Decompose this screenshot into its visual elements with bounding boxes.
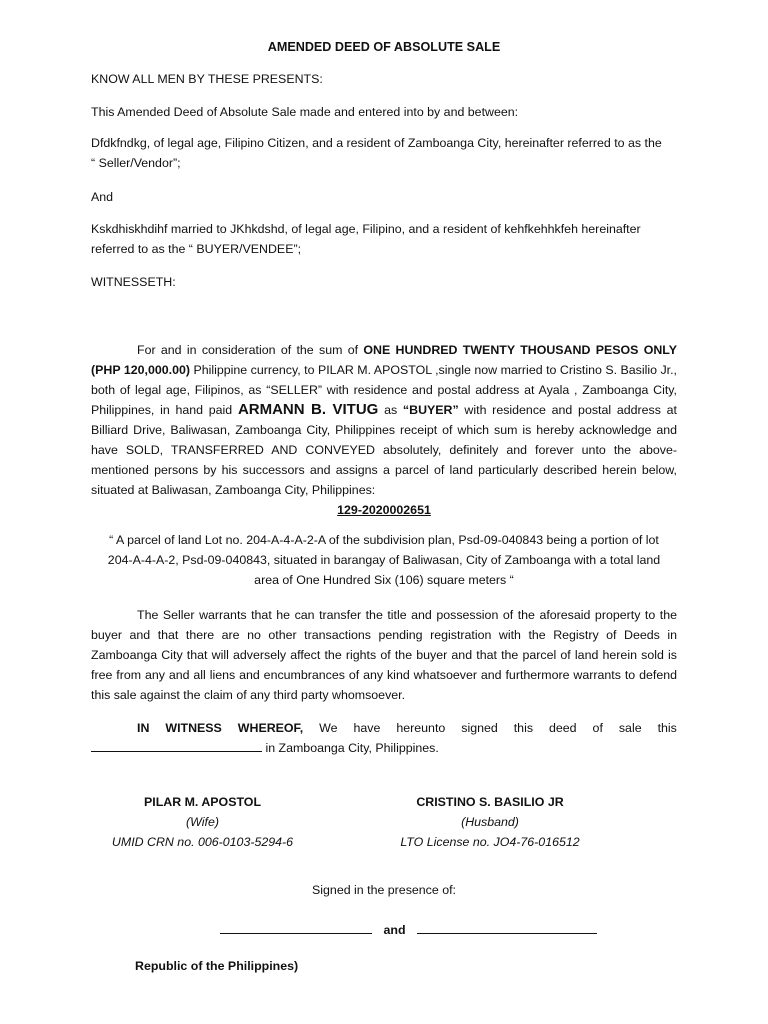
buyer-name: ARMANN B. VITUG: [237, 401, 379, 418]
parcel-line-1: “ A parcel of land Lot no. 204-A-4-A-2-A of the subdivision plan, Psd-09-040843 being a portion of lot: [109, 533, 659, 547]
parcel-description: [91, 530, 677, 590]
witness-signature-lines: [220, 920, 600, 940]
consideration-paragraph: [91, 340, 677, 500]
title-number: 129-2020002651: [337, 503, 431, 517]
witness-word: signed: [461, 721, 498, 735]
witness-word: sale: [618, 721, 642, 735]
seller-line-2: “ Seller/Vendor”;: [91, 156, 181, 170]
witness-word: of: [592, 721, 603, 735]
witness-blank-2: [417, 921, 597, 934]
consideration-text-1: For and in consideration of the sum of: [137, 343, 364, 357]
witness-line-1: [91, 718, 677, 738]
witness-word: deed: [549, 721, 577, 735]
witness-word: this: [657, 721, 677, 735]
parcel-line-2: 204-A-4-A-2, Psd-09-040843, situated in barangay of Baliwasan, City of Zamboanga with a total land: [107, 553, 661, 567]
seller-paragraph: [91, 133, 677, 173]
amount-in-words: ONE HUNDRED TWENTY THOUSAND PESOS ONLY (PHP 120,000.00): [91, 343, 677, 377]
know-all-men: KNOW ALL MEN BY THESE PRESENTS:: [91, 72, 323, 86]
witness-place: in Zamboanga City, Philippines.: [262, 741, 439, 755]
signatory-name: PILAR M. APOSTOL: [143, 795, 262, 809]
witness-word: We: [319, 721, 338, 735]
buyer-line-2: referred to as the “ BUYER/VENDEE”;: [91, 242, 302, 256]
date-blank: [91, 739, 262, 752]
presence-heading: Signed in the presence of:: [312, 883, 456, 897]
signatory-id: UMID CRN no. 006-0103-5294-6: [111, 835, 294, 849]
witness-word: WITNESS: [165, 721, 222, 735]
signatory-name: CRISTINO S. BASILIO JR: [416, 795, 564, 809]
witness-word: IN: [137, 721, 150, 735]
intro-paragraph: This Amended Deed of Absolute Sale made and entered into by and between:: [91, 105, 519, 119]
witness-line-2: [91, 738, 677, 758]
witnesseth-heading: WITNESSETH:: [91, 275, 176, 289]
witness-blank-1: [220, 921, 372, 934]
signatory-husband: [375, 792, 605, 852]
witness-word: hereunto: [396, 721, 446, 735]
signatory-role: (Wife): [186, 815, 219, 829]
signatory-wife: [100, 792, 305, 852]
warranty-paragraph: The Seller warrants that he can transfer the title and possession of the aforesaid property to the buyer and that there are no other transactions pending registration with the Registry of Deeds in Zamboanga City that will adversely affect the rights of the buyer and that the parcel of land herein sold is free from any and all liens and encumbrances of any kind whatsoever and furthermore warrants to defend this sale against the claim of any third party whomsoever.: [91, 608, 677, 702]
consideration-text-3: as: [378, 403, 403, 417]
signatory-role: (Husband): [461, 815, 519, 829]
and-line: And: [91, 190, 114, 204]
witness-word: this: [513, 721, 534, 735]
parcel-line-3: area of One Hundred Six (106) square meters “: [254, 573, 514, 587]
buyer-line-1: Kskdhiskhdihf married to JKhkdshd, of legal age, Filipino, and a resident of kehfkehhkfeh hereinafter: [91, 222, 641, 236]
presence-and: and: [383, 923, 406, 937]
republic-line: Republic of the Philippines): [135, 959, 299, 973]
witness-word: WHEREOF,: [237, 721, 304, 735]
witness-clause: [91, 718, 677, 758]
consideration-text-2: Philippine currency, to PILAR M. APOSTOL ,single now married to Cristino S. Basilio Jr., both of legal age, Filipinos, as “SELLER” with residence and postal address at Ayala , Zamboanga City, Philippines, in hand paid: [91, 363, 678, 417]
title-number-line: [91, 500, 677, 520]
signatory-id: LTO License no. JO4-76-016512: [400, 835, 580, 849]
seller-line-1: Dfdkfndkg, of legal age, Filipino Citizen, and a resident of Zamboanga City, hereinafter referred to as the: [91, 136, 662, 150]
buyer-paragraph: [91, 219, 677, 259]
witness-word: have: [353, 721, 381, 735]
buyer-role: “BUYER”: [402, 403, 459, 417]
document-title: AMENDED DEED OF ABSOLUTE SALE: [267, 40, 501, 54]
consideration-text-4: with residence and postal address at Billiard Drive, Baliwasan, Zamboanga City, Philippines receipt of which sum is hereby acknowledge and have SOLD, TRANSFERRED AND CONVEYED absolutely, definitely and forever unto the above-mentioned persons by his successors and assigns a parcel of land particularly described herein below, situated at Baliwasan, Zamboanga City, Philippines:: [91, 403, 677, 497]
